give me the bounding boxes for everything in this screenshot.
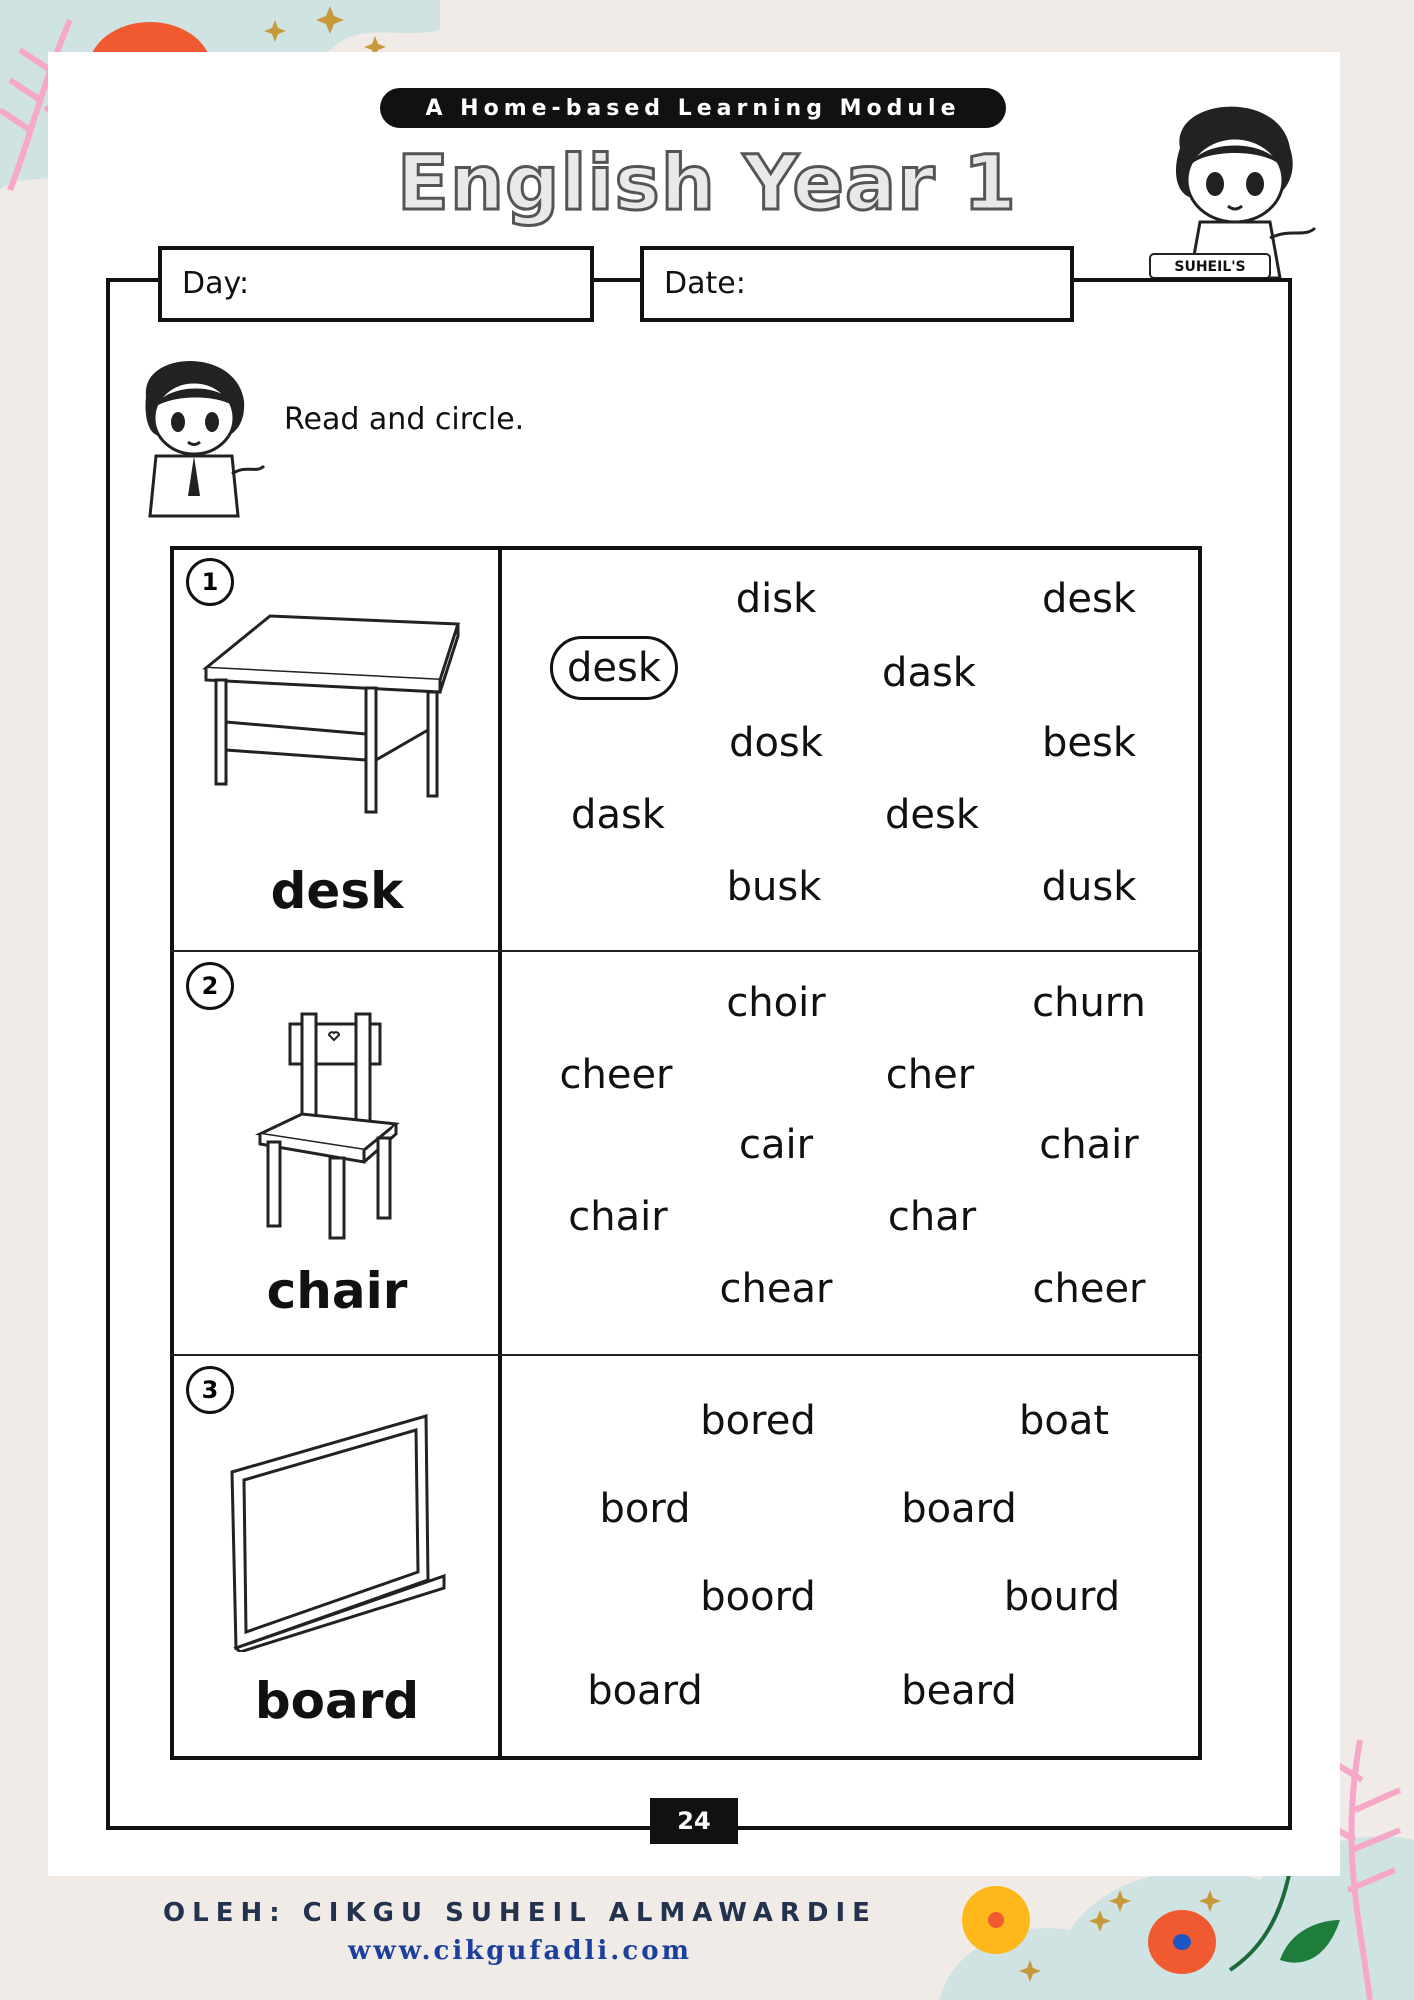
item-number-1: 1 (186, 558, 234, 606)
option-word[interactable]: cheer (1032, 1266, 1146, 1312)
date-field[interactable] (640, 246, 1074, 322)
page-number: 24 (650, 1798, 738, 1844)
boy-mascot (126, 346, 266, 522)
page-title: English Year 1 (396, 138, 1018, 227)
column-divider (498, 546, 502, 1760)
option-word[interactable]: board (587, 1668, 703, 1714)
option-word[interactable]: bored (700, 1398, 816, 1444)
item-number-3: 3 (186, 1366, 234, 1414)
option-word[interactable]: cair (738, 1122, 814, 1168)
row-divider (170, 950, 1202, 952)
chair-icon (254, 1010, 414, 1240)
option-word[interactable]: besk (1041, 720, 1137, 766)
option-word[interactable]: churn (1032, 980, 1146, 1026)
option-word[interactable]: bourd (1003, 1574, 1121, 1620)
mascot-badge-text: SUHEIL'S (1174, 259, 1246, 275)
date-label: Date: (664, 266, 746, 301)
row-divider (170, 1354, 1202, 1356)
option-word[interactable]: dusk (1041, 864, 1137, 910)
option-word[interactable]: dask (571, 792, 665, 838)
author-credit: OLEH: CIKGU SUHEIL ALMAWARDIE (163, 1898, 877, 1928)
option-word[interactable]: bord (599, 1486, 691, 1532)
day-field[interactable] (158, 246, 594, 322)
board-icon (226, 1408, 450, 1652)
option-word[interactable]: chair (1039, 1122, 1139, 1168)
option-word-circled-example[interactable]: desk (550, 636, 678, 700)
option-word[interactable]: boord (700, 1574, 816, 1620)
target-word-desk: desk (270, 862, 404, 920)
item-number-2: 2 (186, 962, 234, 1010)
instruction-text: Read and circle. (284, 402, 525, 437)
option-word[interactable]: dask (882, 650, 976, 696)
target-word-chair: chair (266, 1262, 408, 1320)
target-word-board: board (254, 1672, 420, 1730)
website-link[interactable]: www.cikgufadli.com (347, 1936, 693, 1966)
option-word[interactable]: cher (885, 1052, 975, 1098)
mascot-logo (1140, 88, 1320, 288)
option-word[interactable]: board (901, 1486, 1017, 1532)
option-word[interactable]: disk (735, 576, 817, 622)
module-label: A Home-based Learning Module (380, 88, 1006, 128)
desk-icon (200, 610, 464, 820)
day-label: Day: (182, 266, 250, 301)
option-word[interactable]: beard (901, 1668, 1017, 1714)
option-word[interactable]: chear (719, 1266, 833, 1312)
option-word[interactable]: busk (726, 864, 822, 910)
option-word[interactable]: dosk (729, 720, 823, 766)
option-word[interactable]: boat (1018, 1398, 1110, 1444)
option-word[interactable]: char (887, 1194, 977, 1240)
option-word[interactable]: cheer (559, 1052, 673, 1098)
option-word[interactable]: desk (884, 792, 980, 838)
option-word[interactable]: choir (726, 980, 826, 1026)
option-word[interactable]: chair (568, 1194, 668, 1240)
option-word[interactable]: desk (1041, 576, 1137, 622)
